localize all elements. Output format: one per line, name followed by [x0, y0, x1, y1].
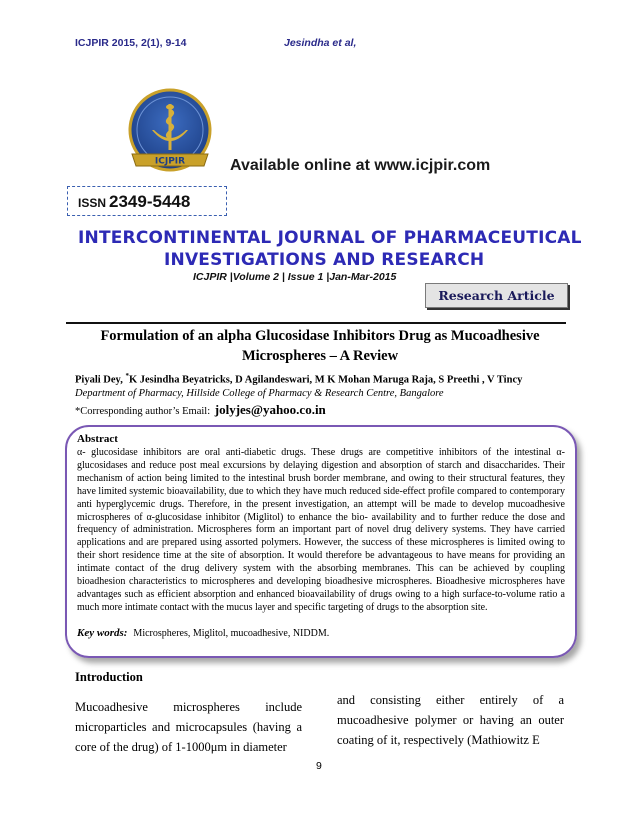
keywords-list: Microspheres, Miglitol, mucoadhesive, NIDDM. [133, 628, 330, 639]
issn-label: ISSN [78, 196, 107, 210]
keywords-label: Key words: [77, 627, 128, 639]
email-link[interactable]: jolyjes@yahoo.co.in [214, 402, 326, 417]
svg-text:ICJPIR: ICJPIR [154, 156, 186, 167]
header-divider [66, 322, 566, 324]
journal-title-line1: INTERCONTINENTAL JOURNAL OF PHARMACEUTICAL [78, 228, 582, 248]
affiliation: Department of Pharmacy, Hillside College of Pharmacy & Research Centre, Bangalore [75, 388, 444, 399]
abstract-heading: Abstract [77, 433, 118, 445]
introduction-heading: Introduction [75, 670, 143, 684]
article-type-badge: Research Article [425, 283, 568, 308]
journal-title-line2: INVESTIGATIONS AND RESEARCH [164, 250, 485, 270]
author-rest: K Jesindha Beyatricks, D Agilandeswari, M K Mohan Maruga Raja, S Preethi , V Tincy [128, 374, 523, 386]
keywords [77, 627, 329, 639]
issn-value: 2349-5448 [109, 192, 191, 211]
abstract-text: α- glucosidase inhibitors are oral anti-diabetic drugs. These drugs are competitive inhibitors of the intestinal α-glucosidases and reduce post meal excursions by delaying digestion and absorption of starch and disaccharides. Their mechanism of action being limited to the intestinal brush border membrane, and owing to their structural features, they have limited systemic bioavailability, due to which they have much reduced side-effect profile compared to contemporary anti hyperglycemic drugs. Therefore, in the present investigation, an attempt will be made to develop mucoadhesive microspheres of α-glucosidase inhibitor (Miglitol) to enhance the bio- availability and to further reduce the dose and frequency of administration. Microspheres form an important part of novel drug delivery systems. They have carried applications and are prepared using assorted polymers. However, the success of these microspheres is limited owing to their short residence time at the site of absorption. It would therefore be advantageous to have means for providing an intimate contact of the drug delivery system with the absorbing membranes. This can be achieved by coupling bioadhesion characteristics to microspheres and developing bioadhesive microspheres. Bioadhesive microspheres have advantages such as efficient absorption and enhanced bioavailability of drugs owing to a high surface-to-volume ratio a much more intimate contact with the mucus layer and specific targeting of drugs to the absorption site. [77, 447, 565, 613]
header-citation: ICJPIR 2015, 2(1), 9-14 [75, 37, 187, 49]
issn [78, 192, 190, 212]
corresponding-author [75, 402, 326, 418]
header-authors: Jesindha et al, [284, 37, 357, 49]
author-first: Piyali Dey, [75, 374, 126, 386]
introduction-column-left: Mucoadhesive microspheres include microparticles and microcapsules (having a core of the drug) of 1-1000μm in diameter [75, 700, 302, 754]
corresponding-mark: * [125, 372, 129, 380]
introduction-column-right: and consisting either entirely of a mucoadhesive polymer or having an outer coating of it, respectively (Mathiowitz E [337, 693, 564, 747]
corresponding-label: *Corresponding author’s Email: [75, 406, 211, 417]
journal-volume: ICJPIR |Volume 2 | Issue 1 |Jan-Mar-2015 [193, 271, 397, 283]
article-title: Formulation of an alpha Glucosidase Inhibitors Drug as Mucoadhesive Microspheres – A Review [100, 328, 540, 364]
page-number: 9 [316, 760, 322, 772]
author-list [75, 372, 555, 386]
journal-logo [122, 86, 218, 182]
availability-notice: Available online at www.icjpir.com [230, 157, 491, 174]
